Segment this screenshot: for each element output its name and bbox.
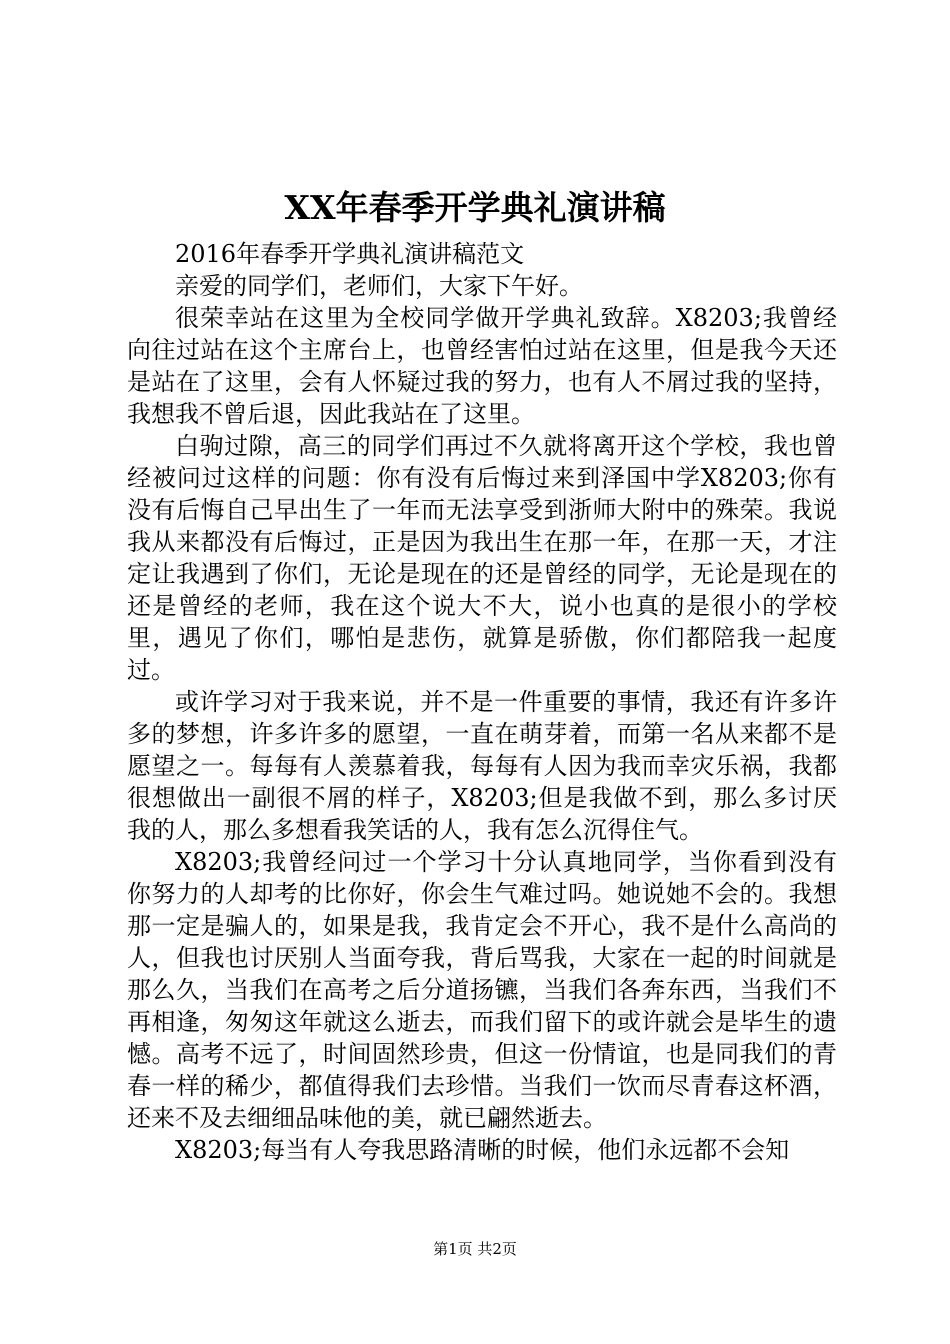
page-footer: 第1页 共2页 [433,1240,517,1258]
paragraph: 亲爱的同学们，老师们，大家下午好。 [175,272,583,300]
paragraph: 白驹过隙，高三的同学们再过不久就将离开这个学校，我也曾经被问过这样的问题：你有没有后悔过来到泽国中学X8203;你有没有后悔自己早出生了一年而无法享受到浙师大附中的殊荣。我说我从来都没有后悔过，正是因为我出生在那一年，在那一天，才注定让我遇到了你们，无论是现在的还是曾经的同学，无论是现在的还是曾经的老师，我在这个说大不大，说小也真的是很小的学校里，遇见了你们，哪怕是悲伤，就算是骄傲，你们都陪我一起度过。 [127,432,837,684]
paragraph: 很荣幸站在这里为全校同学做开学典礼致辞。X8203;我曾经向往过站在这个主席台上，也曾经害怕过站在这里，但是我今天还是站在了这里，会有人怀疑过我的努力，也有人不屑过我的坚持，我想我不曾后退，因此我站在了这里。 [127,304,837,428]
document-title: XX年春季开学典礼演讲稿 [284,188,666,227]
paragraph: 2016年春季开学典礼演讲稿范文 [175,240,525,268]
paragraph: X8203;我曾经问过一个学习十分认真地同学，当你看到没有你努力的人却考的比你好，你会生气难过吗。她说她不会的。我想那一定是骗人的，如果是我，我肯定会不开心，我不是什么高尚的人，但我也讨厌别人当面夸我，背后骂我，大家在一起的时间就是那么久，当我们在高考之后分道扬镳，当我们各奔东西，当我们不再相逢，匆匆这年就这么逝去，而我们留下的或许就会是毕生的遗憾。高考不远了，时间固然珍贵，但这一份情谊，也是同我们的青春一样的稀少，都值得我们去珍惜。当我们一饮而尽青春这杯酒，还来不及去细细品味他的美，就已翩然逝去。 [127,848,837,1132]
paragraph: X8203;每当有人夸我思路清晰的时候，他们永远都不会知 [175,1136,790,1164]
document-body [127,238,837,1166]
paragraph: 或许学习对于我来说，并不是一件重要的事情，我还有许多许多的梦想，许多许多的愿望，一直在萌芽着，而第一名从来都不是愿望之一。每每有人羡慕着我，每每有人因为我而幸灾乐祸，我都很想做出一副很不屑的样子，X8203;但是我做不到，那么多讨厌我的人，那么多想看我笑话的人，我有怎么沉得住气。 [127,688,837,844]
